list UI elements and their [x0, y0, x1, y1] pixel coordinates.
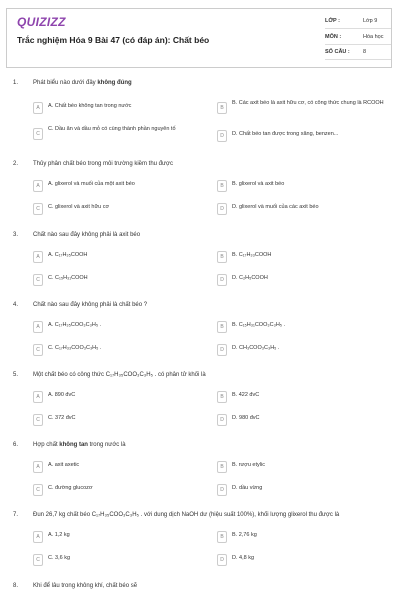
divider [325, 59, 391, 60]
option-text: A. 890 đvC [48, 392, 76, 398]
option-text: B. rượu etylic [232, 462, 265, 468]
class-value: Lớp 9 [363, 18, 378, 24]
option-text: A. Chất béo không tan trong nước [48, 103, 132, 109]
option-text: D. dầu vừng [232, 485, 263, 491]
question-text: Khi để lâu trong không khí, chất béo sẽ [33, 583, 138, 589]
option-letter: A [33, 461, 43, 473]
option-letter: B [217, 102, 227, 114]
question-number: 6. [13, 442, 19, 448]
divider [325, 44, 391, 45]
question-number: 3. [13, 232, 19, 238]
option-text: D. 4,8 kg [232, 555, 255, 561]
option-text: D. glixerol và muối của các axit béo [232, 204, 319, 210]
option-letter: C [33, 274, 43, 286]
question-text: Chất nào sau đây không phải là chất béo ? [33, 302, 148, 308]
option-text: C. C₁₇H₃₃COO₃C₃H₅ . [48, 345, 102, 351]
option-letter: B [217, 531, 227, 543]
option-text: D. C₂H₅COOH [232, 275, 268, 281]
question-number: 7. [13, 512, 19, 518]
option-letter: C [33, 414, 43, 426]
option-letter: A [33, 321, 43, 333]
option-letter: D [217, 130, 227, 142]
option-text: B. Các axit béo là axit hữu cơ, có công thức chung là RCOOH [232, 100, 384, 106]
quizizz-logo: QUIZIZZ [17, 15, 66, 29]
option-text: B. C₁₅H₃₁COO₃C₃H₅ . [232, 322, 286, 328]
option-text: C. 372 đvC [48, 415, 76, 421]
worksheet-header [6, 8, 392, 68]
option-text: C. Dầu ăn và dầu mỏ có cùng thành phần nguyên tố [48, 126, 176, 132]
question-text: Hợp chất không tan trong nước là [33, 442, 126, 448]
option-text: A. C₁₇H₃₅COOH [48, 252, 88, 258]
option-letter: B [217, 321, 227, 333]
option-text: A. glixerol và muối của một axit béo [48, 181, 135, 187]
question-text: Chất nào sau đây không phải là axit béo [33, 232, 141, 238]
option-letter: A [33, 531, 43, 543]
option-text: B. 422 đvC [232, 392, 260, 398]
question-number: 5. [13, 372, 19, 378]
option-letter: B [217, 180, 227, 192]
option-letter: A [33, 391, 43, 403]
divider [325, 28, 391, 29]
option-letter: A [33, 102, 43, 114]
question-number: 2. [13, 161, 19, 167]
option-text: B. C₁₇H₃₃COOH [232, 252, 272, 258]
option-text: C. C₁₅H₃₁COOH [48, 275, 88, 281]
subject-label: MÔN : [325, 34, 342, 40]
option-text: C. glixerol và axit hữu cơ [48, 204, 110, 210]
option-letter: C [33, 554, 43, 566]
option-text: A. C₁₇H₃₅COO₃C₃H₅ . [48, 322, 102, 328]
question-text: Thủy phân chất béo trong môi trường kiềm thu được [33, 161, 173, 167]
option-letter: C [33, 203, 43, 215]
option-letter: D [217, 203, 227, 215]
question-number: 1. [13, 80, 19, 86]
question-number: 4. [13, 302, 19, 308]
question-text: Một chất béo có công thức C₁₇H₃₅COO₃C₃H₅ . có phân tử khối là [33, 372, 206, 378]
question-number: 8. [13, 583, 19, 589]
option-letter: D [217, 484, 227, 496]
option-letter: D [217, 344, 227, 356]
question-text: Đun 26,7 kg chất béo C₁₇H₃₅COO₃C₃H₅ . với dung dịch NaOH dư (hiệu suất 100%), khối lượng glixerol thu được là [33, 512, 340, 518]
class-label: LỚP : [325, 18, 340, 24]
question-text: Phát biểu nào dưới đây không đúng [33, 80, 132, 86]
option-letter: C [33, 484, 43, 496]
option-letter: A [33, 180, 43, 192]
option-letter: B [217, 391, 227, 403]
option-letter: B [217, 461, 227, 473]
option-text: C. đường glucozơ [48, 485, 93, 491]
option-text: A. 1,2 kg [48, 532, 70, 538]
subject-value: Hóa học [363, 34, 384, 40]
option-letter: A [33, 251, 43, 263]
option-text: B. 2,76 kg [232, 532, 257, 538]
question-count-label: SỐ CÂU : [325, 49, 350, 55]
question-count-value: 8 [363, 49, 367, 55]
option-text: B. glixerol và axit béo [232, 181, 285, 187]
option-text: D. Chất béo tan được trong xăng, benzen... [232, 131, 339, 137]
option-text: A. axit axetic [48, 462, 80, 468]
option-text: C. 3,6 kg [48, 555, 71, 561]
option-letter: B [217, 251, 227, 263]
option-letter: D [217, 554, 227, 566]
worksheet-title: Trắc nghiệm Hóa 9 Bài 47 (có đáp án): Chất béo [17, 35, 210, 45]
option-letter: D [217, 274, 227, 286]
option-letter: C [33, 128, 43, 140]
option-text: D. CH₃COO₃C₃H₅ . [232, 345, 280, 351]
option-text: D. 980 đvC [232, 415, 260, 421]
option-letter: C [33, 344, 43, 356]
option-letter: D [217, 414, 227, 426]
